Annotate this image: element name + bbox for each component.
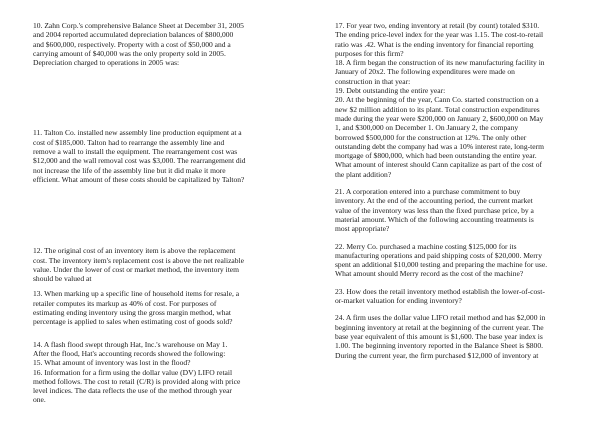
question-24: 24. A firm uses the dollar value LIFO retail method and has $2,000 in beginning inventory at retail at the beginning of the current year. The base year equivalent of this amount is $1,600. The base year index is 1.00. The beginning inventory reported in the Balance Sheet is $800. During the current year, the firm purchased $12,000 of inventory at xyxy=(335,313,546,360)
answer-space xyxy=(335,179,600,187)
answer-space xyxy=(33,184,305,246)
right-column xyxy=(335,21,600,360)
question-23: 23. How does the retail inventory method establish the lower-of-cost- or-market valuation for ending inventory? xyxy=(335,286,545,306)
question-11: 11. Talton Co. installed new assembly line production equipment at a cost of $185,000. Talton had to rearrange the assembly line and remove a wall to install the equipment. The rearrangement cost was $12,000 and the wall removal cost was $3,000. The rearrangement did not increase the life of the assembly line but it did make it more efficient. What amount of these costs should be capitalized by Talton? xyxy=(33,128,246,184)
question-12: 12. The original cost of an inventory item is above the replacement cost. The inventory item's replacement cost is above the net realizable value. Under the lower of cost or market method, the inventory item should be valued at xyxy=(33,246,244,284)
question-21: 21. A corporation entered into a purchase commitment to buy inventory. At the end of the accounting period, the current market value of the inventory was less than the fixed purchase price, by a material amount. Which of the following accounting treatments is most appropriate? xyxy=(335,187,534,234)
left-column xyxy=(33,21,305,405)
question-10: 10. Zahn Corp.'s comprehensive Balance Sheet at December 31, 2005 and 2004 reported accumulated depreciation balances of $800,000 and $600,000, respectively. Property with a cost of $50,000 and a carrying amount of $40,000 was the only property sold in 2005. Depreciation charged to operations in 2005 was: xyxy=(33,21,244,68)
questions-17-20: 17. For year two, ending inventory at retail (by count) totaled $310. The ending price-level index for the year was 1.15. The cost-to-retail ratio was .42. What is the ending inventory for financial reporting purposes for this firm? 18. A firm began the construction of its new manufacturing facility in January of 20x2. The following expenditures were made on construction in that year: 19. Debt outstanding the entire year: 20. At the beginning of the year, Cann Co. started construction on a new $2 million addition to its plant. Total construction expenditures made during the year were $200,000 on January 2, $600,000 on May 1, and $300,000 on December 1. On January 2, the company borrowed $500,000 for the construction at 12%. The only other outstanding debt the company had was a 10% interest rate, long-term mortgage of $800,000, which had been outstanding the entire year. What amount of interest should Cann capitalize as part of the cost of the plant addition? xyxy=(335,21,545,179)
answer-space xyxy=(335,234,600,242)
answer-space xyxy=(335,279,600,287)
questions-14-16: 14. A flash flood swept through Hat, Inc.'s warehouse on May 1. After the flood, Hat's accounting records showed the following: 15. What amount of inventory was lost in the flood? 16. Information for a firm using the dollar value (DV) LIFO retail method follows. The cost to retail (C/R) is provided along with price level indices. The data reflects the use of the method through year one. xyxy=(33,339,241,405)
answer-space xyxy=(33,67,305,128)
answer-space xyxy=(335,305,600,313)
question-13: 13. When marking up a specific line of household items for resale, a retailer computes its markup as 40% of cost. For purposes of estimating ending inventory using the gross margin method, what percentage is applied to sales when estimating cost of goods sold? xyxy=(33,289,240,327)
question-22: 22. Merry Co. purchased a machine costing $125,000 for its manufacturing operations and paid shipping costs of $20,000. Merry spent an additional $10,000 testing and preparing the machine for use. What amount should Merry record as the cost of the machine? xyxy=(335,241,548,279)
answer-space xyxy=(33,327,305,340)
